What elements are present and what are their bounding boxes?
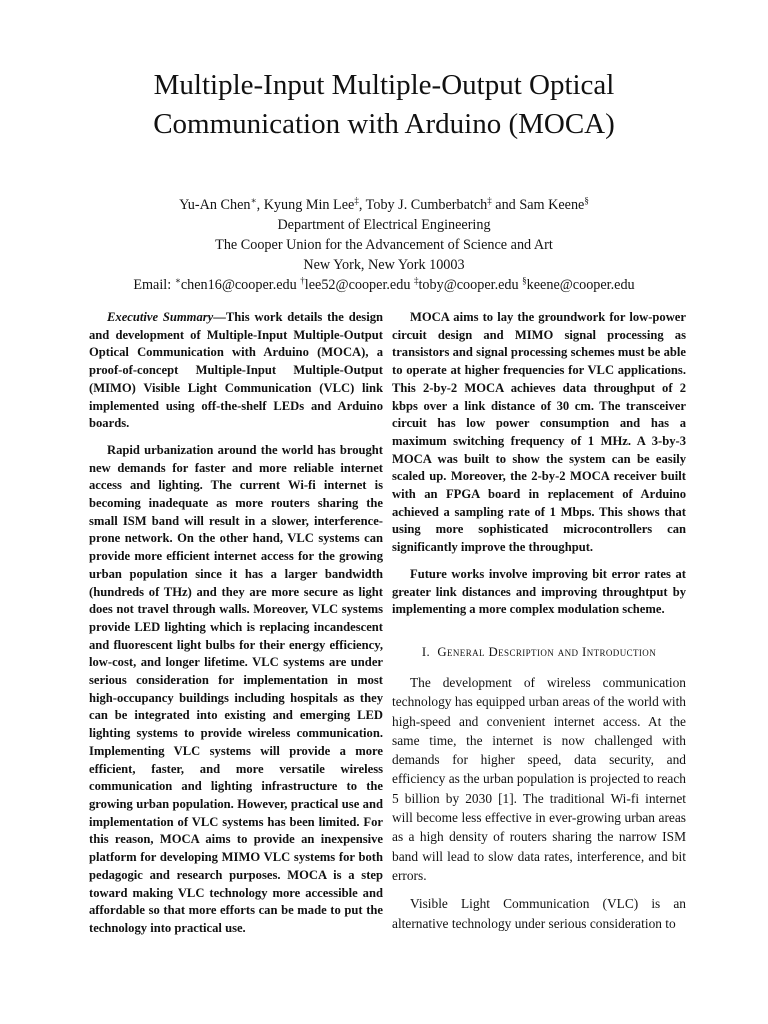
email-2[interactable]: lee52@cooper.edu <box>304 277 414 293</box>
author-names <box>40 195 728 215</box>
department: Department of Electrical Engineering <box>277 217 491 233</box>
author-2: Kyung Min Lee <box>263 197 355 213</box>
title-line-1: Multiple-Input Multiple-Output Optical <box>153 69 615 101</box>
body-paragraph-1: The development of wireless communication technology has equipped urban areas of the world with high-speed and convenient internet access. At the same time, the internet is now challenged with demands for higher speed, data security, and efficiency as the urban population is projected to reach 5 billion by 2030 [1]. The traditional Wi-fi internet will become less effective in ever-growing urban areas as a high density of routers sharing the narrow ISM band will lead to slow data rates, interference, and bit errors. <box>392 674 686 883</box>
abstract-paragraph-1 <box>89 309 383 433</box>
abstract-paragraph-4: Future works involve improving bit error rates at greater link distances and improving throughtput by implementing a more complex modulation scheme. <box>392 566 686 617</box>
author-1-mark: ∗ <box>250 195 257 206</box>
city: New York, New York 10003 <box>303 257 465 273</box>
email-2-mark: † <box>300 275 305 286</box>
section-number: I. <box>421 644 431 659</box>
right-column <box>392 309 686 933</box>
author-separator: and <box>491 197 520 213</box>
author-4-mark: § <box>584 195 589 206</box>
email-3-mark: ‡ <box>413 275 419 286</box>
section-heading <box>392 643 686 662</box>
email-3[interactable]: toby@cooper.edu <box>418 277 523 293</box>
abstract-dash: — <box>213 310 226 324</box>
email-4-mark: § <box>522 275 527 286</box>
author-4: Sam Keene <box>519 197 585 213</box>
section-title: General Description and Introduction <box>437 644 657 659</box>
author-block <box>40 195 728 295</box>
email-1-mark: ∗ <box>174 275 181 286</box>
title-line-2: Communication with Arduino (MOCA) <box>153 108 615 140</box>
abstract-paragraph-2: Rapid urbanization around the world has brought new demands for faster and more reliable internet access and lighting. The current Wi-fi internet is becoming inadequate as more routers sharing the small ISM band will result in a slower, interference-prone network. On the other hand, VLC systems can provide more efficient internet access for the growing urban population since it has a larger bandwidth (hundreds of THz) and they are more secure as light does not travel through walls. Moreover, VLC systems provide LED lighting which is replacing incandescent and fluorescent light bulbs for their energy efficiency, low-cost, and longer lifetime. VLC systems are under serious consideration for implementation in most high-occupancy buildings including hospitals as they can be integrated into existing and emerging LED lighting systems to provide wireless communication. Implementing VLC systems will provide a more efficient, faster, and more versatile wireless communication and lighting infrastructure to the growing urban population. However, practical use and implementation of VLC systems has been limited. For this reason, MOCA aims to provide an inexpensive platform for developing MIMO VLC systems for both pedagogic and research purposes. MOCA is a step toward making VLC technology more accessible and affordable so that more efforts can be made to put the technology into practical use. <box>89 442 383 935</box>
author-3-mark: ‡ <box>487 195 492 206</box>
email-1[interactable]: chen16@cooper.edu <box>180 277 301 293</box>
author-2-mark: ‡ <box>354 195 359 206</box>
body-paragraph-2: Visible Light Communication (VLC) is an alternative technology under serious consideration to <box>392 896 686 931</box>
institution: The Cooper Union for the Advancement of Science and Art <box>215 237 553 253</box>
abstract-label: Executive Summary <box>107 310 214 324</box>
author-separator: , <box>256 197 264 213</box>
email-line <box>40 275 728 295</box>
left-column <box>89 309 383 938</box>
paper-title <box>40 66 728 144</box>
abstract-text-1: This work details the design and development of Multiple-Input Multiple-Output Optical Communication with Arduino (MOCA), a proof-of-concept Multiple-Input Multiple-Output (MIMO) Visible Light Communication (VLC) link implemented using off-the-shelf LEDs and Arduino boards. <box>89 310 383 431</box>
email-4[interactable]: keene@cooper.edu <box>526 277 635 293</box>
email-label: Email: <box>133 277 175 293</box>
abstract-paragraph-3: MOCA aims to lay the groundwork for low-power circuit design and MIMO signal processing as transistors and signal processing schemes must be able to operate at higher frequencies for VLC applications. This 2-by-2 MOCA achieves data throughput of 2 kbps over a link distance of 30 cm. The transceiver circuit has low power consumption and has a maximum switching frequency of 1 MHz. A 3-by-3 MOCA was built to show the system can be easily scaled up. Moreover, the 2-by-2 MOCA receiver built with an FPGA board in replacement of Arduino achieved a sampling rate of 1 Mbps. This shows that using more sophisticated microcontrollers can significantly improve the throughput. <box>392 310 686 555</box>
author-1: Yu-An Chen <box>179 197 251 213</box>
author-3: Toby J. Cumberbatch <box>365 197 488 213</box>
author-separator: , <box>358 197 366 213</box>
